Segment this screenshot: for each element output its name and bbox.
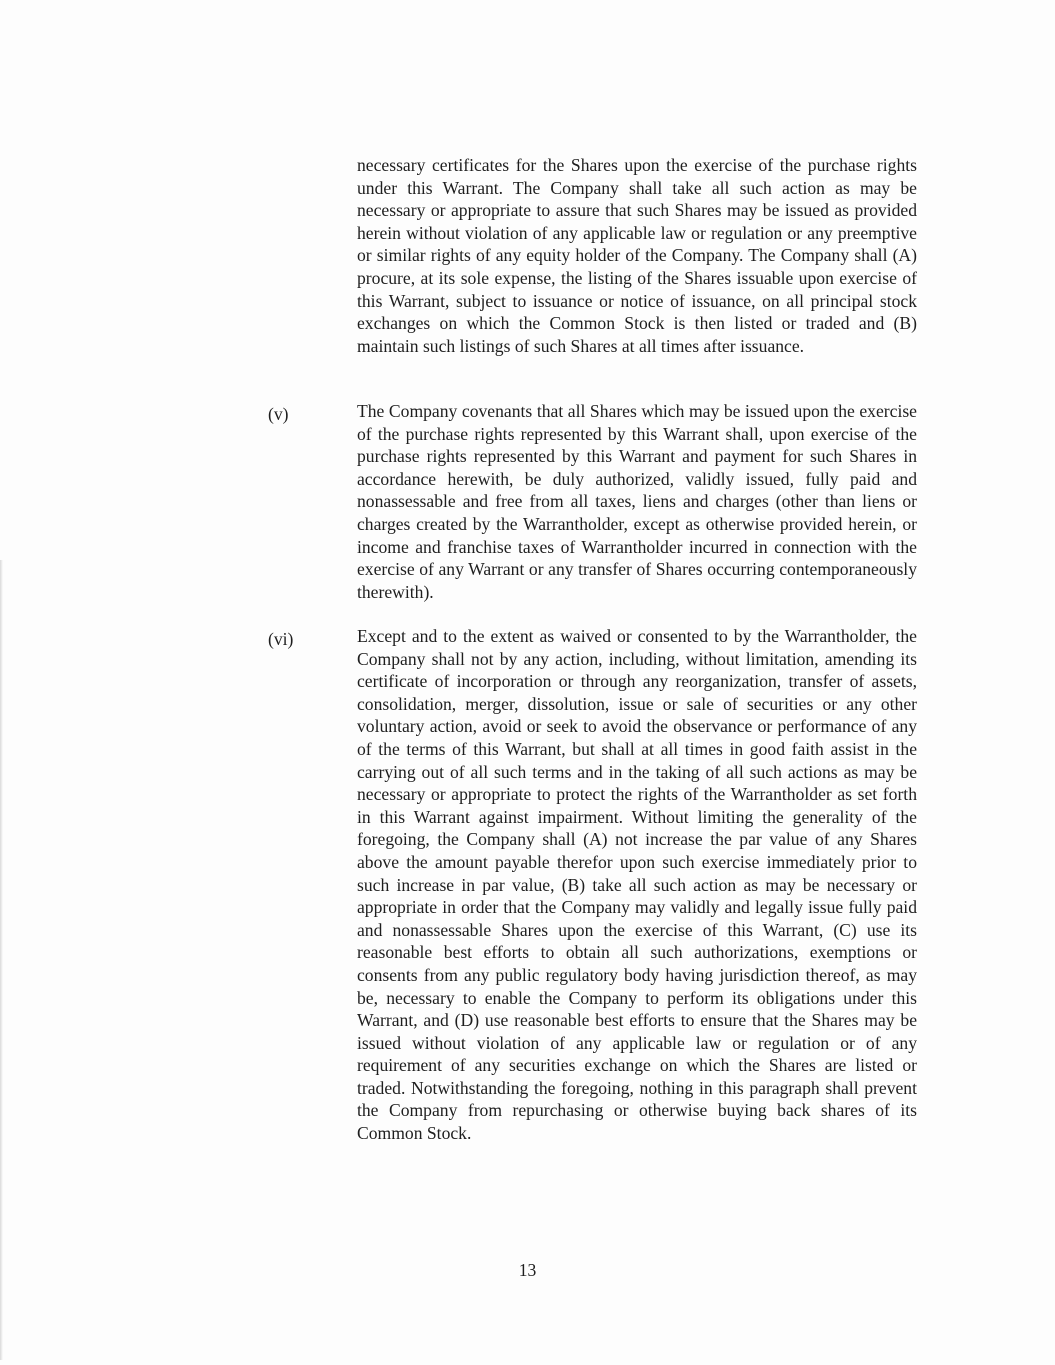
- item-marker-v: (v): [268, 404, 289, 424]
- item-marker-vi: (vi): [268, 629, 294, 649]
- item-paragraph-v: The Company covenants that all Shares which may be issued upon the exercise of the purchase rights represented by this Warrant shall, upon exercise of the purchase rights represented by this Warrant and payment for such Shares in accordance herewith, be duly authorized, validly issued, fully paid and nonassessable and free from all taxes, liens and charges (other than liens or charges created by the Warrantholder, except as otherwise provided herein, or income and franchise taxes of Warrantholder incurred in connection with the exercise of any Warrant or any transfer of Shares occurring contemporaneously therewith).: [357, 401, 917, 602]
- item-paragraph-vi: Except and to the extent as waived or consented to by the Warrantholder, the Company shall not by any action, including, without limitation, amending its certificate of incorporation or through any reorganization, transfer of assets, consolidation, merger, dissolution, issue or sale of securities or any other voluntary action, avoid or seek to avoid the observance or performance of any of the terms of this Warrant, but shall at all times in good faith assist in the carrying out of all such terms and in the taking of all such actions as may be necessary or appropriate to protect the rights of the Warrantholder as set forth in this Warrant against impairment. Without limiting the generality of the foregoing, the Company shall (A) not increase the par value of any Shares above the amount payable therefor upon such exercise immediately prior to such increase in par value, (B) take all such action as may be necessary or appropriate in order that the Company may validly and legally issue fully paid and nonassessable Shares upon the exercise of this Warrant, (C) use its reasonable best efforts to obtain all such authorizations, exemptions or consents from any public regulatory body having jurisdiction thereof, as may be, necessary to enable the Company to perform its obligations under this Warrant, and (D) use reasonable best efforts to ensure that the Shares may be issued without violation of any applicable law or regulation or of any requirement of any securities exchange on which the Shares are listed or traded. Notwithstanding the foregoing, nothing in this paragraph shall prevent the Company from repurchasing or otherwise buying back shares of its Common Stock.: [357, 626, 917, 1144]
- page-number: 13: [518, 1260, 537, 1280]
- scan-edge-shadow: [0, 560, 3, 1360]
- continued-paragraph: necessary certificates for the Shares upon the exercise of the purchase rights under this Warrant. The Company shall take all such action as may be necessary or appropriate to assure that such Shares may be issued as provided herein without violation of any applicable law or regulation or any preemptive or similar rights of any equity holder of the Company. The Company shall (A) procure, at its sole expense, the listing of the Shares issuable upon exercise of this Warrant, subject to issuance or notice of issuance, on all principal stock exchanges on which the Common Stock is then listed or traded and (B) maintain such listings of such Shares at all times after issuance.: [357, 155, 917, 356]
